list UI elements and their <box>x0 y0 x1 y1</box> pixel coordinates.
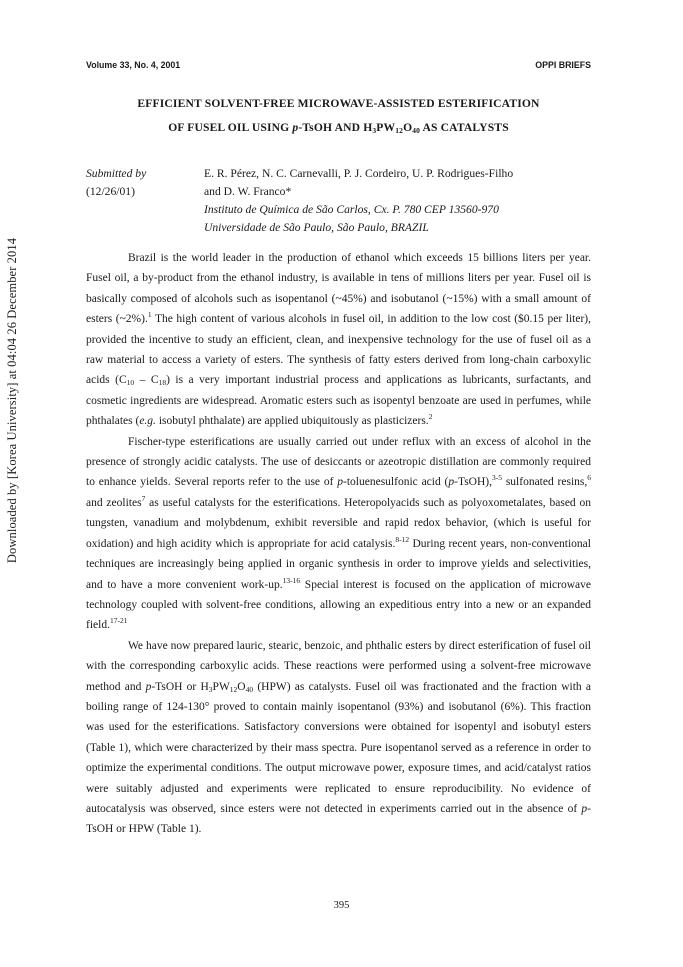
citation-ref: 1 <box>147 310 152 320</box>
text-run: During recent years, non-conventional techniques are increasingly being applied in organic synthesis in order to improve yields and selectivities, and to have a more convenient work-up. <box>86 537 591 591</box>
authors-line-1: E. R. Pérez, N. C. Carnevalli, P. J. Cordeiro, U. P. Rodrigues-Filho <box>204 167 514 180</box>
citation-ref: 6 <box>587 473 591 483</box>
text-run: -toluenesulfonic acid ( <box>343 476 449 489</box>
italic-text: p <box>581 802 588 815</box>
text-run: Brazil is the world leader in the production of ethanol which exceeds 15 billions liters per year. Fusel oil, a by-product from the ethanol industry, is available in tens of millions liters per year. Fusel oil is basically composed of alcohols such as isopentanol (~45%) and isobutanol (~15%) with a small amount of esters (~2%). <box>86 252 591 326</box>
article-body <box>86 248 591 840</box>
title-text: OF FUSEL OIL USING <box>168 121 293 134</box>
title-text: O <box>403 121 413 134</box>
citation-ref: 2 <box>428 412 433 422</box>
author-block <box>204 165 591 237</box>
text-run: isobutyl phthalate) are applied ubiquitously as plasticizers. <box>155 415 429 428</box>
text-run: (HPW) as catalysts. Fusel oil was fractionated and the fraction with a boiling range of 124-130° proved to contain mainly isopentanol (93%) and isobutanol (6%). This fraction was used for the esterifications. Satisfactory conversions were obtained for isopentyl and isobutyl esters (Table 1), which were characterized by their mass spectra. Pure isopentanol served as a reference in order to optimize the experimental conditions. The output microwave power, exposure times, and acid/catalyst ratios were suitably adjusted and experiments were replicated to ensure reproducibility. No evidence of autocatalysis was observed, since esters were not detected in experiments carried out in the absence of <box>86 680 591 815</box>
affiliation-line-1: Instituto de Química de São Carlos, Cx. P. 780 CEP 13560-970 <box>204 203 499 216</box>
citation-ref: 7 <box>141 493 146 503</box>
submission-info <box>86 165 196 201</box>
paragraph-3 <box>86 636 591 840</box>
download-watermark-text: Downloaded by [Korea University] at 04:04 26 December 2014 <box>5 237 20 563</box>
title-subscript: 40 <box>412 126 421 135</box>
citation-ref: 13-16 <box>282 575 301 585</box>
text-run: -TsOH or HPW (Table 1). <box>86 802 591 836</box>
text-run: sulfonated resins, <box>501 476 588 489</box>
running-head <box>86 60 591 70</box>
citation-ref: 3-5 <box>491 473 502 483</box>
title-line-2 <box>86 116 591 143</box>
submitted-by-label: Submitted by <box>86 167 147 180</box>
italic-text: p <box>337 476 344 489</box>
section-name: OPPI BRIEFS <box>535 60 591 70</box>
subscript: 40 <box>245 684 254 694</box>
text-run: and zeolites <box>86 496 142 509</box>
title-text: -TsOH AND H <box>298 121 373 134</box>
title-subscript: 3 <box>372 126 377 135</box>
title-line-1: EFFICIENT SOLVENT-FREE MICROWAVE-ASSISTED ESTERIFICATION <box>137 97 540 110</box>
authors-line-2: and D. W. Franco* <box>204 185 292 198</box>
italic-text: e.g. <box>139 415 156 428</box>
text-run: as useful catalysts for the esterifications. Heteropolyacids such as polyoxometalates, based on tungsten, vanadium and molybdenum, exhibit reversible and rapid redox behavior, (which is useful for oxidation) and high acidity which is appropriate for acid catalysis. <box>86 496 591 550</box>
italic-text: p <box>448 476 455 489</box>
text-run: – C <box>134 374 159 387</box>
citation-ref: 17-21 <box>109 616 128 626</box>
paragraph-2 <box>86 432 591 636</box>
paragraph-1 <box>86 248 591 432</box>
text-run: PW <box>212 680 230 693</box>
title-italic-p: p <box>292 121 299 134</box>
title-text: PW <box>376 121 396 134</box>
affiliation-line-2: Universidade de São Paulo, São Paulo, BRAZIL <box>204 221 429 234</box>
text-run: The high content of various alcohols in fusel oil, in addition to the low cost ($0.15 per liter), provided the incentive to study an efficient, clean, and inexpensive technology for the use of fusel oil as a raw material to access a variety of esters. The synthesis of fatty esters derived from long-chain carboxylic acids (C <box>86 313 591 387</box>
italic-text: p <box>145 680 152 693</box>
text-run: -TsOH), <box>454 476 492 489</box>
page-number: 395 <box>333 900 350 911</box>
text-run: O <box>237 680 246 693</box>
text-run: We have now prepared lauric, stearic, benzoic, and phthalic esters by direct esterification of fusel oil with the corresponding carboxylic acids. These reactions were performed using a solvent-free microwave method and <box>86 639 591 693</box>
article-title <box>86 92 591 143</box>
download-watermark <box>2 150 24 650</box>
citation-ref: 8-12 <box>395 534 410 544</box>
text-run: ) is a very important industrial process and applications as lubricants, surfactants, and cosmetic ingredients are widespread. Aromatic esters such as isopentyl benzoate are used in perfumes, while phthalates ( <box>86 374 591 428</box>
subscript: 12 <box>229 684 238 694</box>
text-run: Special interest is focused on the application of microwave technology coupled with solvent-free conditions, allowing an expeditious entry into a new or an expanded field. <box>86 578 591 632</box>
text-run: Fischer-type esterifications are usually carried out under reflux with an excess of alcohol in the presence of strongly acidic catalysts. The use of desiccants or azeotropic distillation are commonly required to enhance yields. Several reports refer to the use of <box>86 435 591 489</box>
title-subscript: 12 <box>395 126 404 135</box>
submission-date: (12/26/01) <box>86 185 135 198</box>
journal-volume: Volume 33, No. 4, 2001 <box>86 60 181 70</box>
subscript: 3 <box>208 684 213 694</box>
text-run: -TsOH or H <box>151 680 209 693</box>
subscript: 18 <box>158 378 167 388</box>
subscript: 10 <box>126 378 135 388</box>
title-text: AS CATALYSTS <box>420 121 509 134</box>
